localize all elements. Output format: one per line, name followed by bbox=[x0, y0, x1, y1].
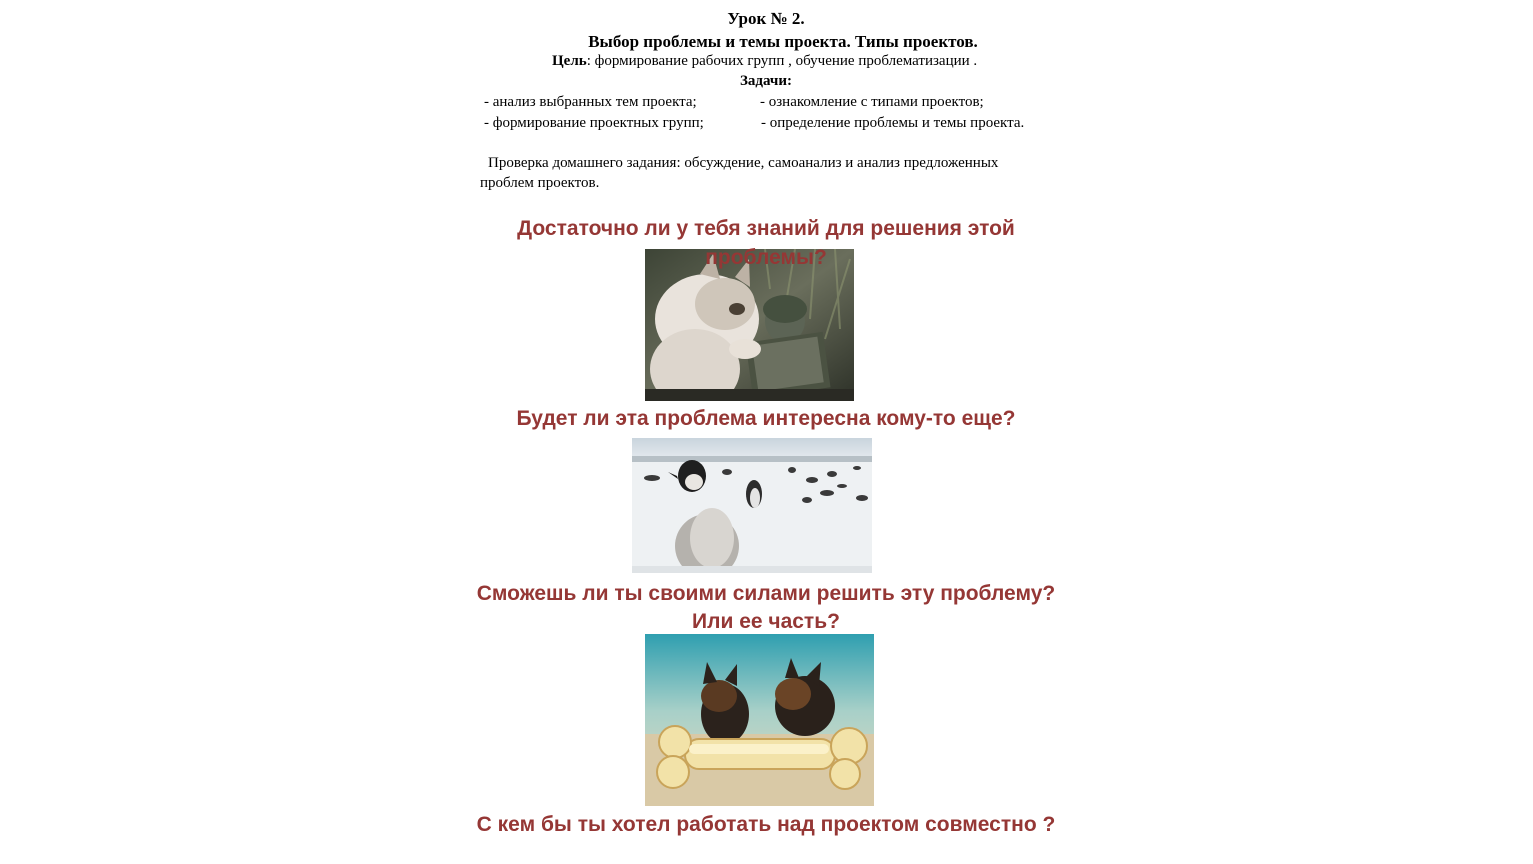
task-item: - ознакомление с типами проектов; bbox=[760, 94, 984, 110]
question-1-line2: проблемы? bbox=[705, 246, 827, 269]
homework-line: Проверка домашнего задания: обсуждение, самоанализ и анализ предложенных bbox=[488, 155, 999, 171]
lesson-title: Выбор проблемы и темы проекта. Типы проектов. bbox=[588, 32, 978, 51]
goal-text: : формирование рабочих групп , обучение проблематизации . bbox=[586, 53, 978, 69]
question-3-line1: Сможешь ли ты своими силами решить эту проблему? bbox=[476, 582, 1056, 605]
puppies-bone-photo bbox=[645, 634, 874, 806]
cat-reading-photo bbox=[645, 249, 854, 401]
question-4: С кем бы ты хотел работать над проектом совместно ? bbox=[476, 813, 1056, 836]
task-item: - анализ выбранных тем проекта; bbox=[484, 94, 697, 110]
question-2: Будет ли эта проблема интересна кому-то еще? bbox=[516, 407, 1016, 430]
lesson-number: Урок № 2. bbox=[727, 9, 805, 28]
penguins-photo bbox=[632, 438, 872, 573]
task-item: - формирование проектных групп; bbox=[484, 115, 704, 131]
task-item: - определение проблемы и темы проекта. bbox=[761, 115, 1025, 131]
goal-label: Цель bbox=[552, 53, 587, 69]
lesson-goal bbox=[552, 53, 977, 70]
question-3-line2: Или ее часть? bbox=[692, 610, 840, 633]
question-1-line1: Достаточно ли у тебя знаний для решения этой bbox=[517, 217, 1015, 240]
tasks-label: Задачи: bbox=[739, 73, 792, 89]
homework-line: проблем проектов. bbox=[480, 175, 600, 191]
